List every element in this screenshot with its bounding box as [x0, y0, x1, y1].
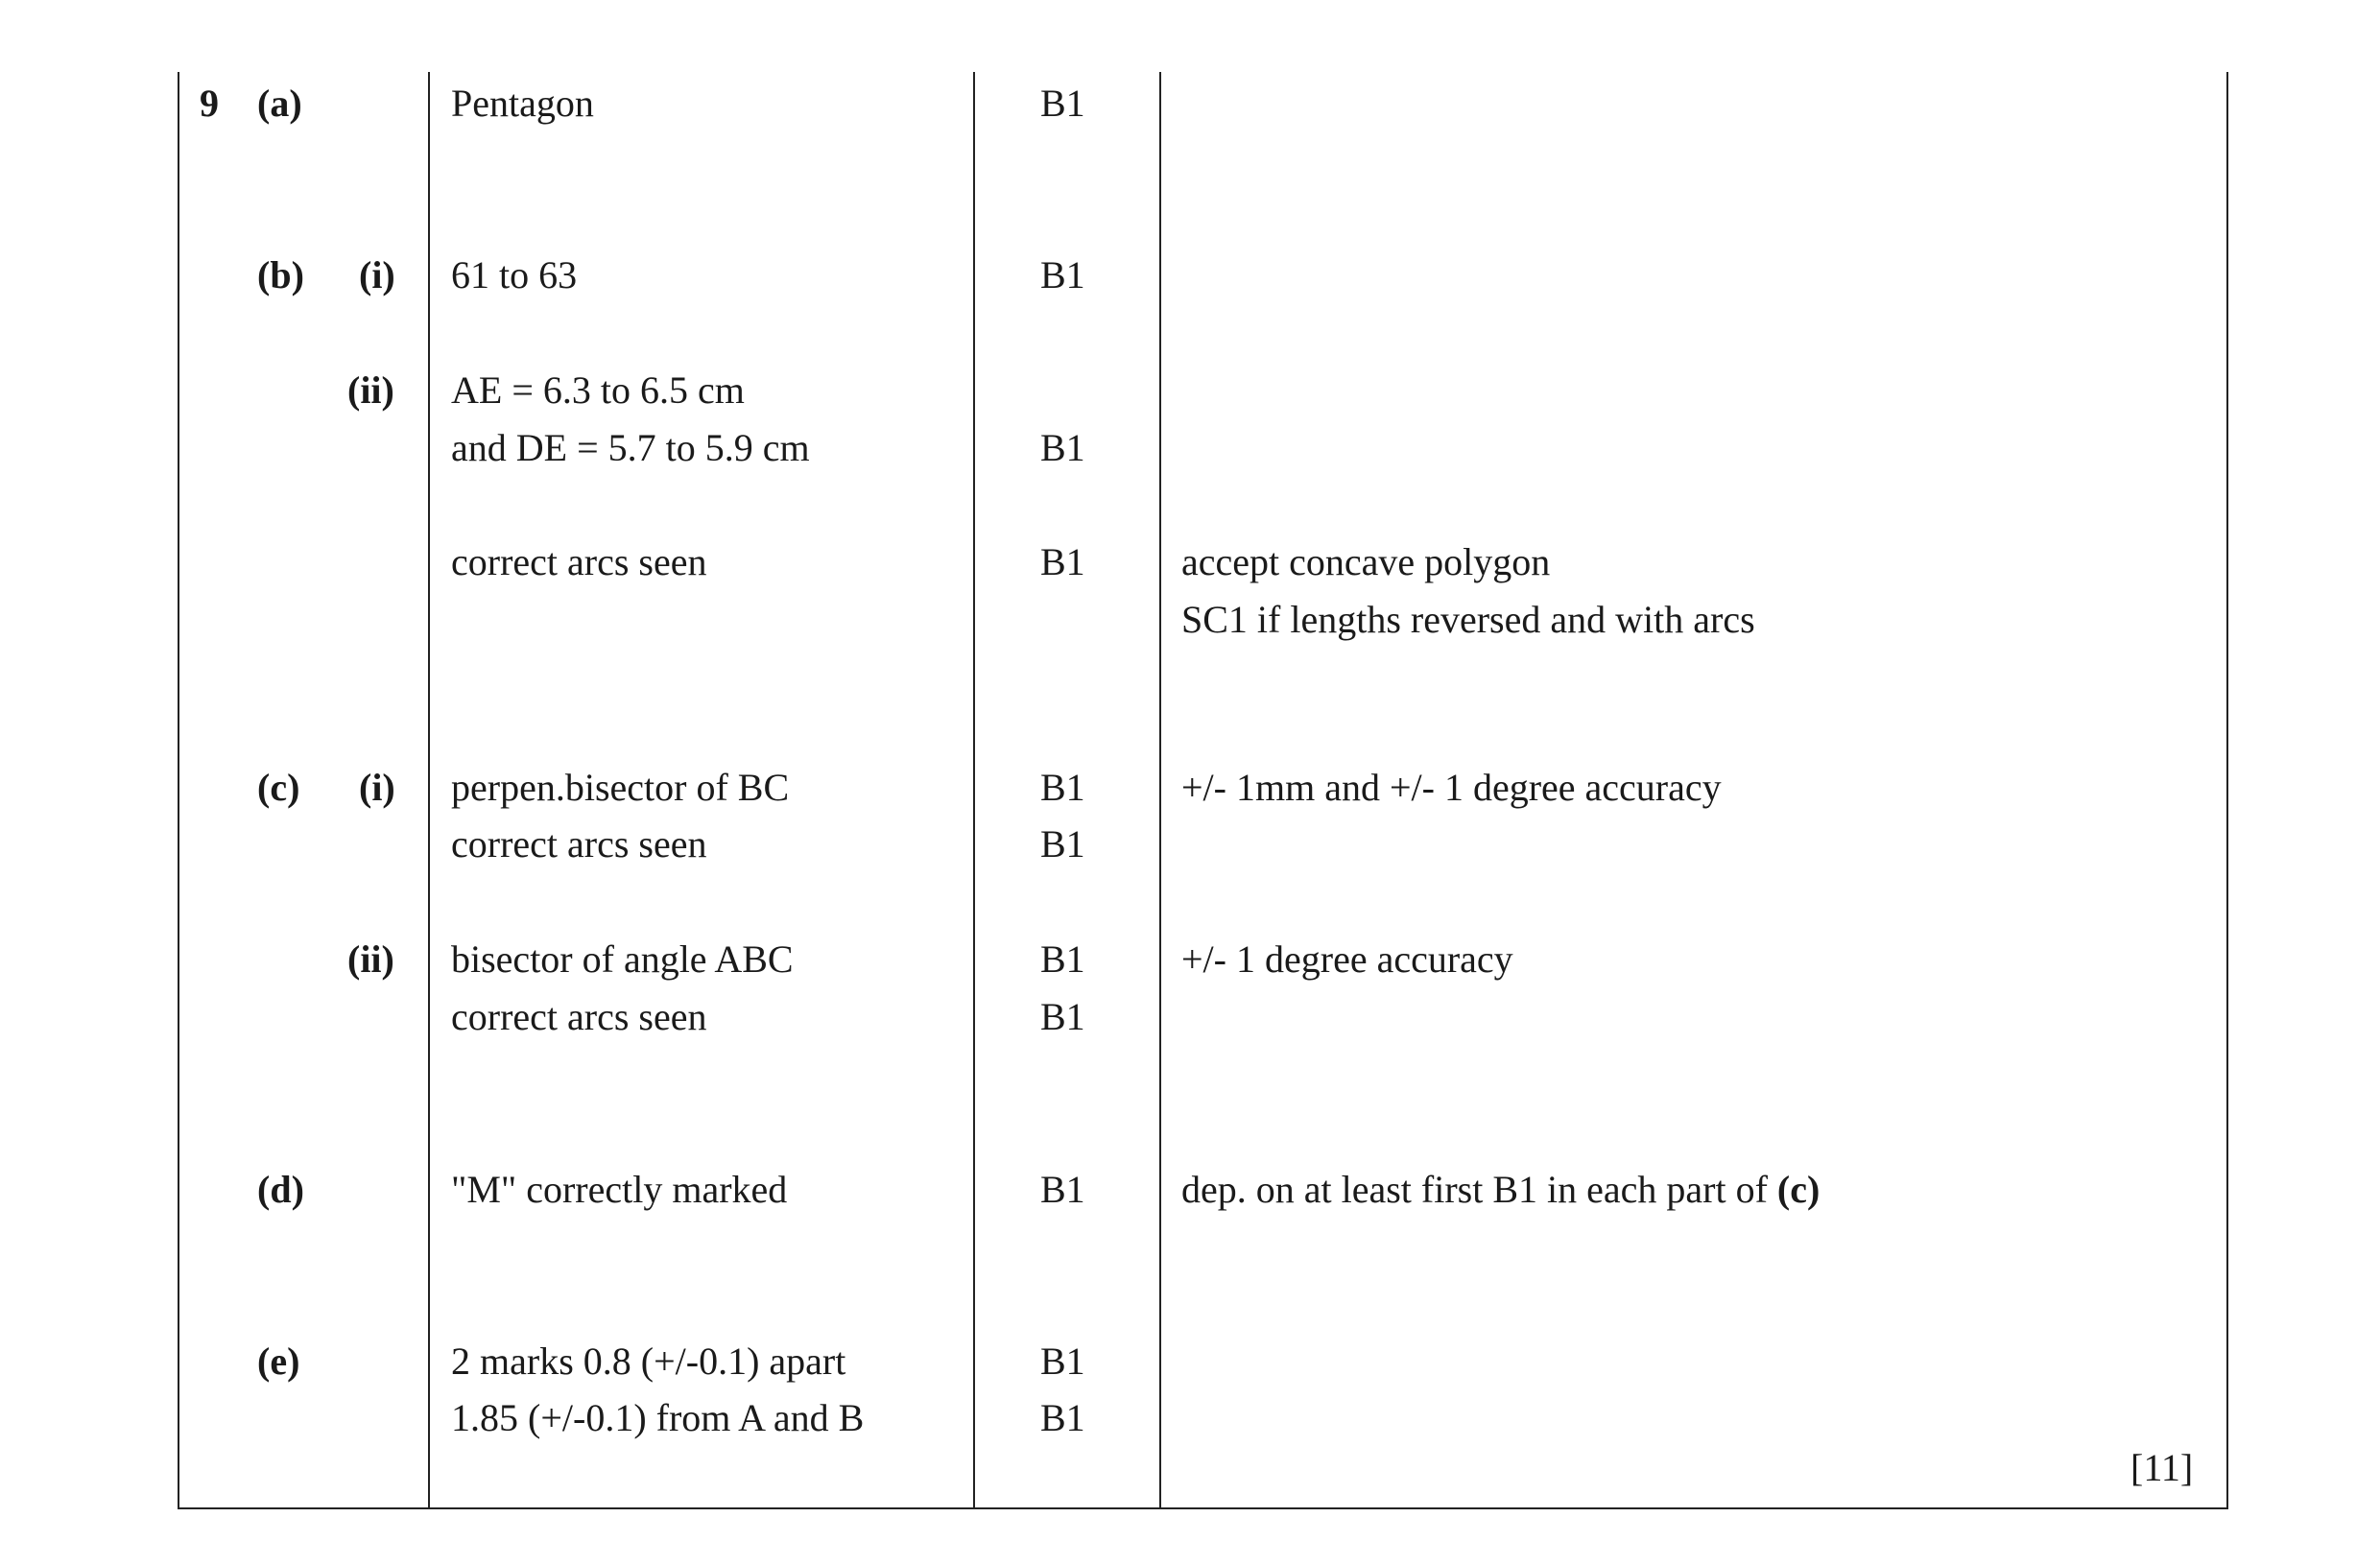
part-label-b: (b) — [257, 253, 304, 296]
answer-c-i-line1: perpen.bisector of BC — [451, 766, 790, 809]
table-right-border — [2226, 72, 2228, 1508]
answer-b-i: 61 to 63 — [451, 253, 578, 296]
answer-c-ii-line2: correct arcs seen — [451, 995, 707, 1038]
answer-b-ii-line3: correct arcs seen — [451, 540, 707, 583]
part-label-a: (a) — [257, 82, 302, 125]
answer-b-ii-line2: and DE = 5.7 to 5.9 cm — [451, 426, 810, 469]
answer-c-i-line2: correct arcs seen — [451, 822, 707, 865]
part-label-e: (e) — [257, 1340, 300, 1383]
answer-c-ii-line1: bisector of angle ABC — [451, 937, 794, 981]
answer-a: Pentagon — [451, 82, 594, 125]
table-divider-answer — [428, 72, 430, 1508]
guidance-d-text: dep. on at least first B1 in each part of — [1181, 1168, 1777, 1211]
guidance-d-part-ref: (c) — [1776, 1168, 1821, 1211]
question-number: 9 — [200, 82, 219, 125]
guidance-b-ii-line1: accept concave polygon — [1181, 540, 1551, 583]
table-bottom-border — [178, 1507, 2228, 1509]
mark-b-i: B1 — [1040, 253, 1085, 296]
subpart-label-c-ii: (ii) — [347, 937, 394, 981]
subpart-label-c-i: (i) — [359, 766, 395, 809]
table-left-border — [178, 72, 179, 1508]
guidance-c-ii: +/- 1 degree accuracy — [1181, 937, 1513, 981]
mark-b-ii-1: B1 — [1040, 426, 1085, 469]
subpart-label-b-i: (i) — [359, 253, 395, 296]
guidance-d — [1181, 1161, 1820, 1219]
answer-e-line1: 2 marks 0.8 (+/-0.1) apart — [451, 1340, 846, 1383]
answer-b-ii-line1: AE = 6.3 to 6.5 cm — [451, 368, 745, 412]
mark-c-ii-2: B1 — [1040, 995, 1085, 1038]
mark-c-i-2: B1 — [1040, 822, 1085, 865]
mark-b-ii-2: B1 — [1040, 540, 1085, 583]
answer-d: "M" correctly marked — [451, 1168, 788, 1211]
part-label-c: (c) — [257, 766, 300, 809]
mark-c-ii-1: B1 — [1040, 937, 1085, 981]
guidance-c-i: +/- 1mm and +/- 1 degree accuracy — [1181, 766, 1722, 809]
guidance-b-ii-line2: SC1 if lengths reversed and with arcs — [1181, 598, 1755, 641]
answer-e-line2: 1.85 (+/-0.1) from A and B — [451, 1396, 865, 1439]
subpart-label-b-ii: (ii) — [347, 368, 394, 412]
mark-a: B1 — [1040, 82, 1085, 125]
table-divider-guidance — [1159, 72, 1161, 1508]
mark-e-1: B1 — [1040, 1340, 1085, 1383]
total-marks: [11] — [2130, 1446, 2194, 1489]
mark-e-2: B1 — [1040, 1396, 1085, 1439]
mark-d: B1 — [1040, 1168, 1085, 1211]
mark-c-i-1: B1 — [1040, 766, 1085, 809]
table-divider-marks — [973, 72, 975, 1508]
part-label-d: (d) — [257, 1168, 304, 1211]
